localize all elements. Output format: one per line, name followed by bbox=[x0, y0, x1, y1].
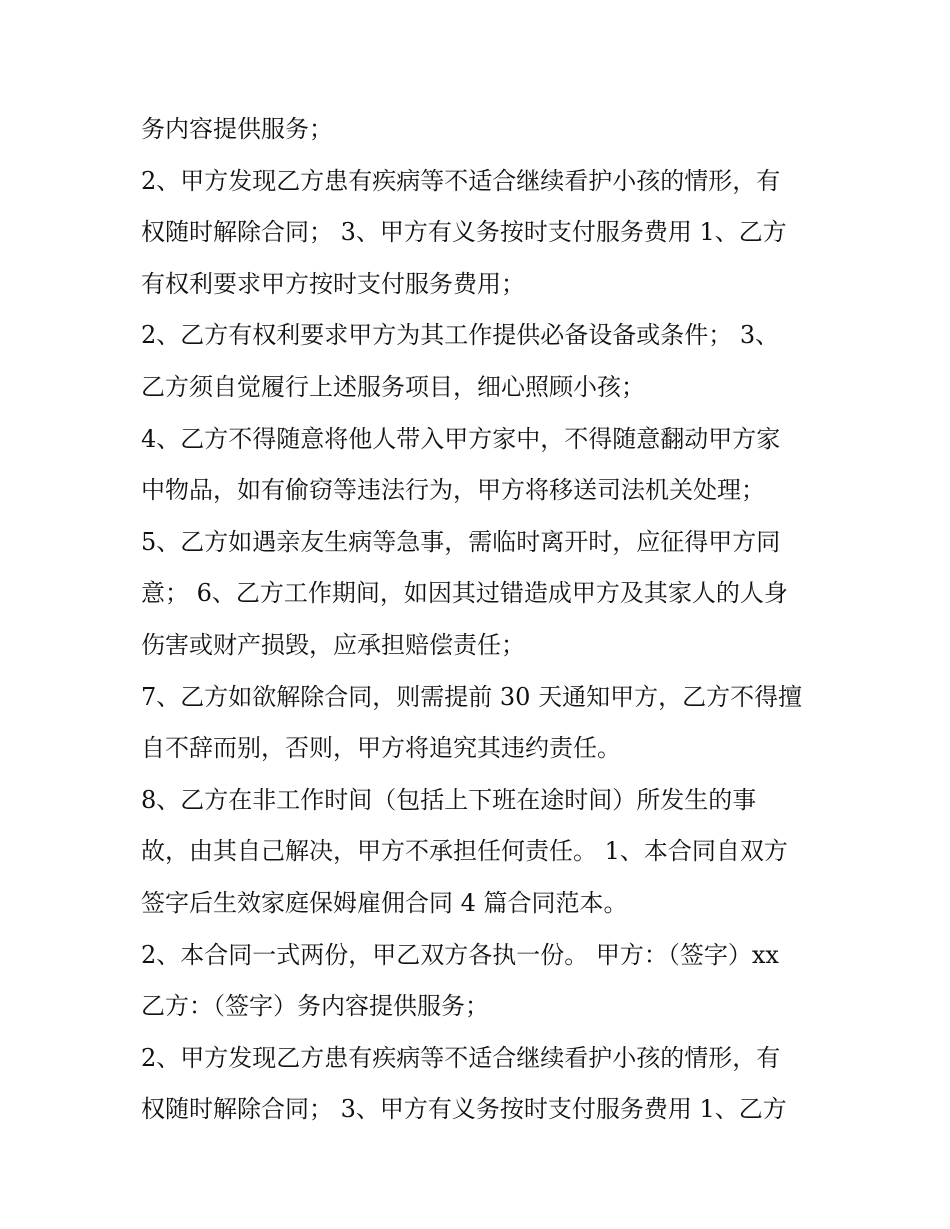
text-line: 2、甲方发现乙方患有疾病等不适合继续看护小孩的情形，有 bbox=[141, 166, 781, 195]
text-line: 2、乙方有权利要求甲方为其工作提供必备设备或条件； 3、 bbox=[141, 321, 780, 350]
text-line: 伤害或财产损毁，应承担赔偿责任； bbox=[141, 630, 525, 659]
text-line: 5、乙方如遇亲友生病等急事，需临时离开时，应征得甲方同 bbox=[141, 527, 781, 556]
text-line: 8、乙方在非工作时间（包括上下班在途时间）所发生的事 bbox=[141, 785, 757, 814]
text-line: 自不辞而别，否则，甲方将追究其违约责任。 bbox=[141, 734, 621, 763]
text-line: 权随时解除合同； 3、甲方有义务按时支付服务费用 1、乙方 bbox=[141, 1095, 787, 1124]
text-line: 中物品，如有偷窃等违法行为，甲方将移送司法机关处理； bbox=[141, 476, 765, 505]
contract-text-body bbox=[141, 104, 821, 1136]
text-line: 乙方：（签字）务内容提供服务； bbox=[141, 992, 489, 1021]
text-line: 权随时解除合同； 3、甲方有义务按时支付服务费用 1、乙方 bbox=[141, 218, 787, 247]
text-line: 4、乙方不得随意将他人带入甲方家中，不得随意翻动甲方家 bbox=[141, 424, 781, 453]
text-line: 2、本合同一式两份，甲乙双方各执一份。 甲方：（签字）xx bbox=[141, 940, 779, 969]
text-line: 务内容提供服务； bbox=[141, 115, 333, 143]
text-line: 7、乙方如欲解除合同，则需提前 30 天通知甲方，乙方不得擅 bbox=[141, 682, 803, 711]
text-line: 故，由其自己解决，甲方不承担任何责任。 1、本合同自双方 bbox=[141, 837, 788, 866]
text-line: 意； 6、乙方工作期间，如因其过错造成甲方及其家人的人身 bbox=[141, 579, 788, 608]
text-line: 2、甲方发现乙方患有疾病等不适合继续看护小孩的情形，有 bbox=[141, 1043, 781, 1072]
text-line: 有权利要求甲方按时支付服务费用； bbox=[141, 269, 525, 298]
text-line: 乙方须自觉履行上述服务项目，细心照顾小孩； bbox=[141, 372, 645, 401]
text-line: 签字后生效家庭保姆雇佣合同 4 篇合同范本。 bbox=[141, 888, 628, 917]
